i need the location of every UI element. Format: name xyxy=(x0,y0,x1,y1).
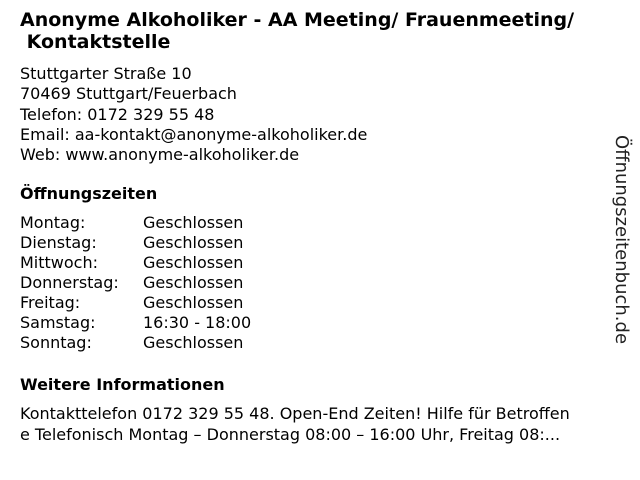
opening-hours-table xyxy=(20,213,251,353)
day-label: Freitag: xyxy=(20,293,81,312)
day-label: Montag: xyxy=(20,213,86,232)
address-city: 70469 Stuttgart/Feuerbach xyxy=(20,84,237,104)
contact-block xyxy=(20,64,610,165)
hours-row-wednesday xyxy=(20,253,251,273)
day-label: Mittwoch: xyxy=(20,253,98,272)
page-title xyxy=(20,9,620,53)
hours-row-monday xyxy=(20,213,251,233)
day-label: Dienstag: xyxy=(20,233,97,252)
hours-row-sunday xyxy=(20,333,251,353)
opening-hours-heading: Öffnungszeiten xyxy=(20,184,158,203)
day-label: Samstag: xyxy=(20,313,96,332)
more-info-text xyxy=(20,404,620,445)
more-info-heading: Weitere Informationen xyxy=(20,375,225,394)
day-label: Sonntag: xyxy=(20,333,92,352)
day-hours: Geschlossen xyxy=(143,293,244,312)
hours-row-tuesday xyxy=(20,233,251,253)
page-title-line-2: Kontaktstelle xyxy=(20,31,171,53)
day-label: Donnerstag: xyxy=(20,273,119,292)
hours-row-friday xyxy=(20,293,251,313)
hours-row-saturday xyxy=(20,313,251,333)
hours-row-thursday xyxy=(20,273,251,293)
more-info-line-1: Kontakttelefon 0172 329 55 48. Open-End Zeiten! Hilfe für Betroffen xyxy=(20,404,570,423)
day-hours: 16:30 - 18:00 xyxy=(143,313,252,332)
day-hours: Geschlossen xyxy=(143,273,244,292)
day-hours: Geschlossen xyxy=(143,253,244,272)
email-line[interactable]: Email: aa-kontakt@anonyme-alkoholiker.de xyxy=(20,124,368,144)
phone-line[interactable]: Telefon: 0172 329 55 48 xyxy=(20,104,215,124)
more-info-line-2: e Telefonisch Montag – Donnerstag 08:00 – 16:00 Uhr, Freitag 08:... xyxy=(20,424,561,444)
page-title-line-1: Anonyme Alkoholiker - AA Meeting/ Frauenmeeting/ xyxy=(20,9,575,31)
address-street: Stuttgarter Straße 10 xyxy=(20,64,192,83)
web-line[interactable]: Web: www.anonyme-alkoholiker.de xyxy=(20,145,300,165)
day-hours: Geschlossen xyxy=(143,333,244,352)
day-hours: Geschlossen xyxy=(143,233,244,252)
day-hours: Geschlossen xyxy=(143,213,244,232)
watermark-text: Öffnungszeitenbuch.de xyxy=(611,135,632,345)
